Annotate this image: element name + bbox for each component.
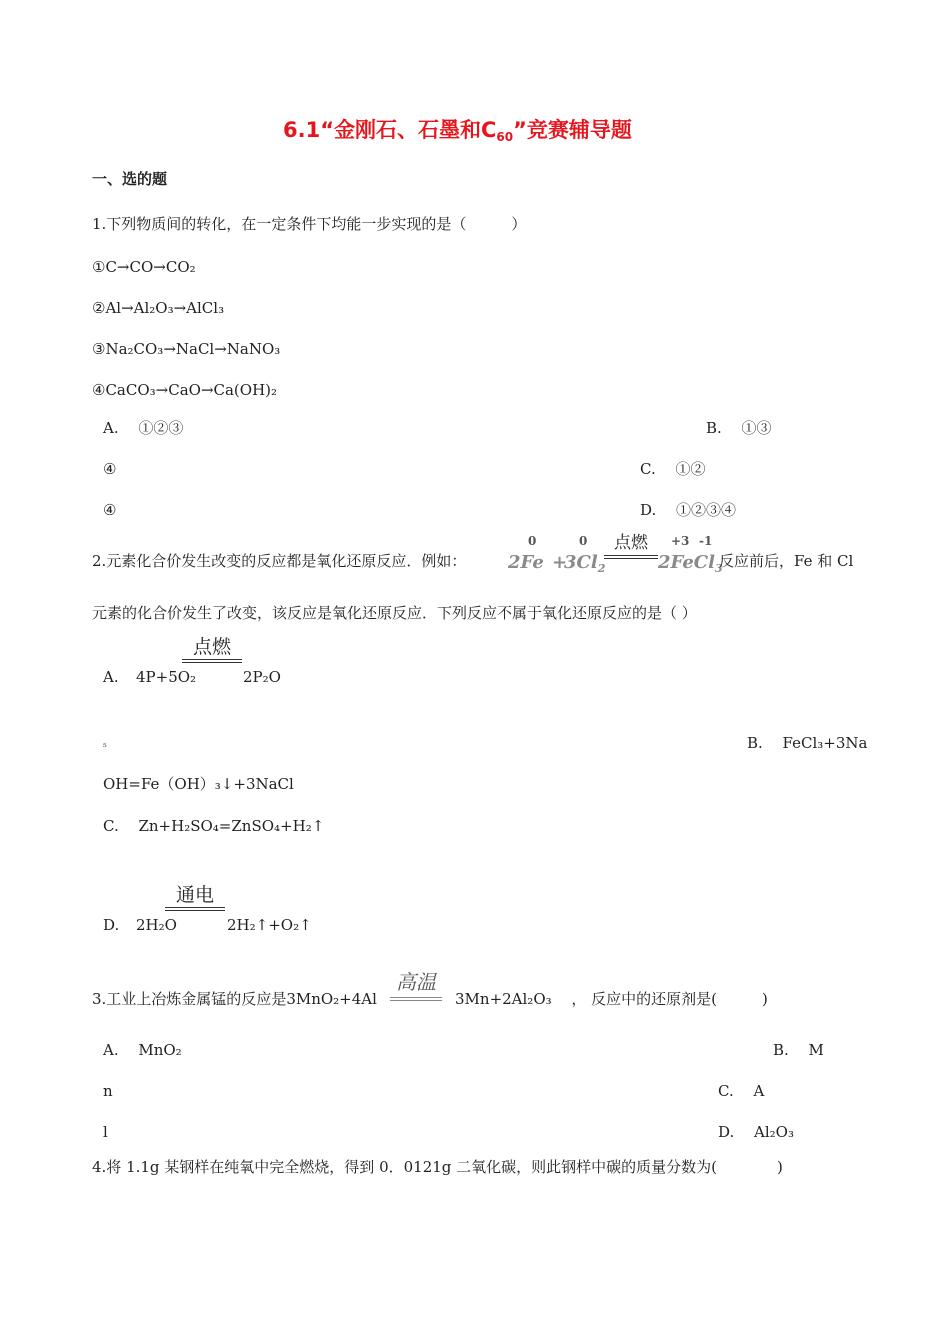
q1-option-c[interactable]: C. ①② [640,460,706,478]
document-title: 6.1“金刚石、石墨和$C_{60}$”竞赛辅导题 [283,118,632,144]
fe-oxidation-state: 0 [528,534,537,548]
q2-option-d-right: 2H₂↑+O₂↑ [227,916,312,934]
q3-option-a[interactable]: A. MnO₂ [103,1041,182,1059]
q3-stem-start: 3.工业上冶炼金属锰的反应是3MnO₂+4Al [92,990,377,1008]
q1-chain-3: ③Na₂CO₃→NaCl→NaNO₃ [92,340,281,358]
cl-product-oxidation-state: -1 [699,534,713,548]
fe-product-oxidation-state: +3 [671,534,690,548]
q3-stem-end: 3Mn+2Al₂O₃ ， 反应中的还原剂是( ) [455,990,768,1008]
q2-option-a-right: 2P₂O [243,668,281,686]
reactant-fe: 2Fe [508,552,544,573]
product-fecl3: 2FeCl$_3$ [658,552,723,575]
q2-stem-start: 2.元素化合价发生改变的反应都是氧化还原反应．例如： [92,552,467,570]
q1-option-a-wrap: ④ [103,460,117,478]
cl-oxidation-state: 0 [579,534,588,548]
q2-option-a-wrap: ₅ [103,740,107,750]
plus-sign: + [552,552,568,573]
q4-stem: 4.将 1.1g 某钢样在纯氧中完全燃烧，得到 0．0121g 二氧化碳，则此钢样中碳的质量分数为( ) [92,1158,783,1176]
reactant-cl: $3Cl_2$ [564,552,606,575]
burn-condition: 点燃 [604,532,658,559]
q3-option-b-wrap: n [103,1082,113,1100]
q2-option-a-label[interactable]: A. [103,668,119,686]
q1-chain-4: ④CaCO₃→CaO→Ca(OH)₂ [92,381,278,399]
q1-stem: 1.下列物质间的转化，在一定条件下均能一步实现的是（ ） [92,215,527,233]
q3-option-b[interactable]: B. M [773,1041,824,1059]
q2-option-d-label[interactable]: D. [103,916,120,934]
q2-example-equation [506,533,723,576]
q3-option-c[interactable]: C. A [718,1082,765,1100]
q1-chain-2: ②Al→Al₂O₃→AlCl₃ [92,299,225,317]
q2-option-a-condition: 点燃 [182,636,242,663]
q2-stem-line2: 元素的化合价发生了改变，该反应是氧化还原反应．下列反应不属于氧化还原反应的是（ ） [92,604,697,622]
section-heading: 一、选的题 [92,170,168,188]
q3-high-temp-condition: 高温 [390,970,442,1001]
q1-option-d[interactable]: D. ①②③④ [640,501,737,519]
q1-option-b[interactable]: B. ①③ [706,419,772,437]
q2-option-d-condition: 通电 [165,884,225,911]
q2-option-c[interactable]: C. Zn+H₂SO₄=ZnSO₄+H₂↑ [103,817,325,835]
q2-option-b-wrap: OH=Fe（OH）₃↓+3NaCl [103,775,294,793]
q2-option-b[interactable]: B. FeCl₃+3Na [747,734,868,752]
q3-option-c-wrap: l [103,1123,108,1141]
q1-chain-1: ①C→CO→CO₂ [92,258,196,276]
q3-option-d[interactable]: D. Al₂O₃ [718,1123,794,1141]
q2-option-d-left: 2H₂O [136,916,177,934]
q1-option-a[interactable]: A. ①②③ [103,419,184,437]
q2-stem-end: 反应前后，Fe 和 Cl [719,552,854,570]
q2-option-a-left: 4P+5O₂ [136,668,197,686]
q1-option-c-wrap: ④ [103,501,117,519]
